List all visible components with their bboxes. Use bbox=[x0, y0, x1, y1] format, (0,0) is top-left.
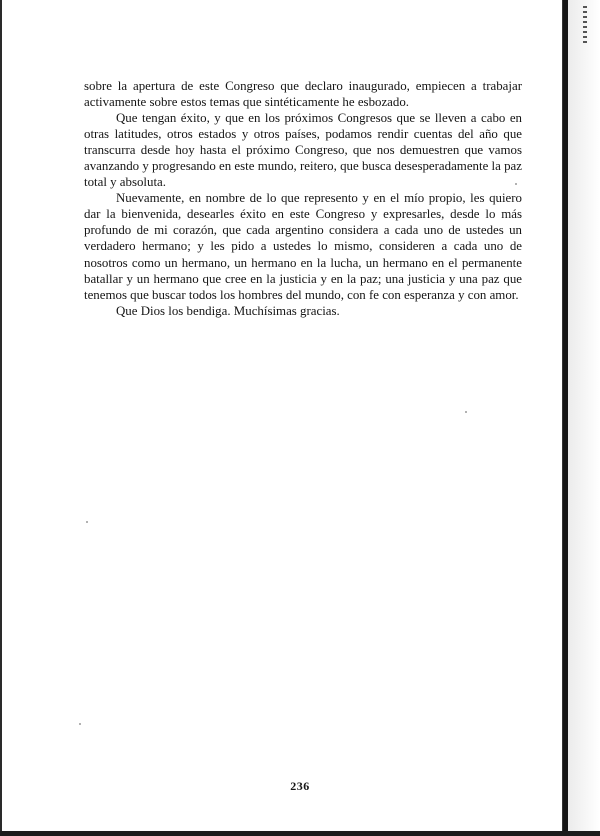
scan-speck bbox=[86, 521, 88, 523]
scan-speck bbox=[79, 723, 81, 725]
book-spine-edge bbox=[563, 0, 568, 836]
body-text bbox=[84, 78, 522, 319]
scan-speck bbox=[465, 411, 467, 413]
spine-binding-marks bbox=[583, 6, 587, 46]
page-number: 236 bbox=[290, 779, 310, 793]
scan-left-edge bbox=[0, 0, 2, 836]
paragraph-1: sobre la apertura de este Congreso que declaro inaugurado, empiecen a trabajar activamente sobre estos temas que sintéticamente he esbozado. bbox=[84, 79, 522, 110]
paragraph-2: Que tengan éxito, y que en los próximos Congresos que se lleven a cabo en otras latitudes, otros estados y otros países, podamos rendir cuentas del año que transcurra desde hoy hasta el próximo Congreso, que nos demuestren que vamos avanzando y progresando en este mundo, reitero, que busca desesperadamente la paz total y absoluta. bbox=[84, 111, 522, 190]
paragraph-3: Nuevamente, en nombre de lo que represento y en el mío propio, les quiero dar la bienvenida, desearles éxito en este Congreso y expresarles, desde lo más profundo de mi corazón, que cada argentino considera a cada uno de ustedes un verdadero hermano; y les pido a ustedes lo mismo, consideren a cada uno de nosotros como un hermano, un hermano en la lucha, un hermano en el permanente batallar y un hermano que cree en la justicia y en la paz; una justicia y una paz que tenemos que buscar todos los hombres del mundo, con fe con esperanza y con amor. bbox=[84, 191, 522, 302]
scan-bottom-edge bbox=[0, 831, 600, 836]
paragraph-4: Que Dios los bendiga. Muchísimas gracias. bbox=[116, 303, 340, 318]
